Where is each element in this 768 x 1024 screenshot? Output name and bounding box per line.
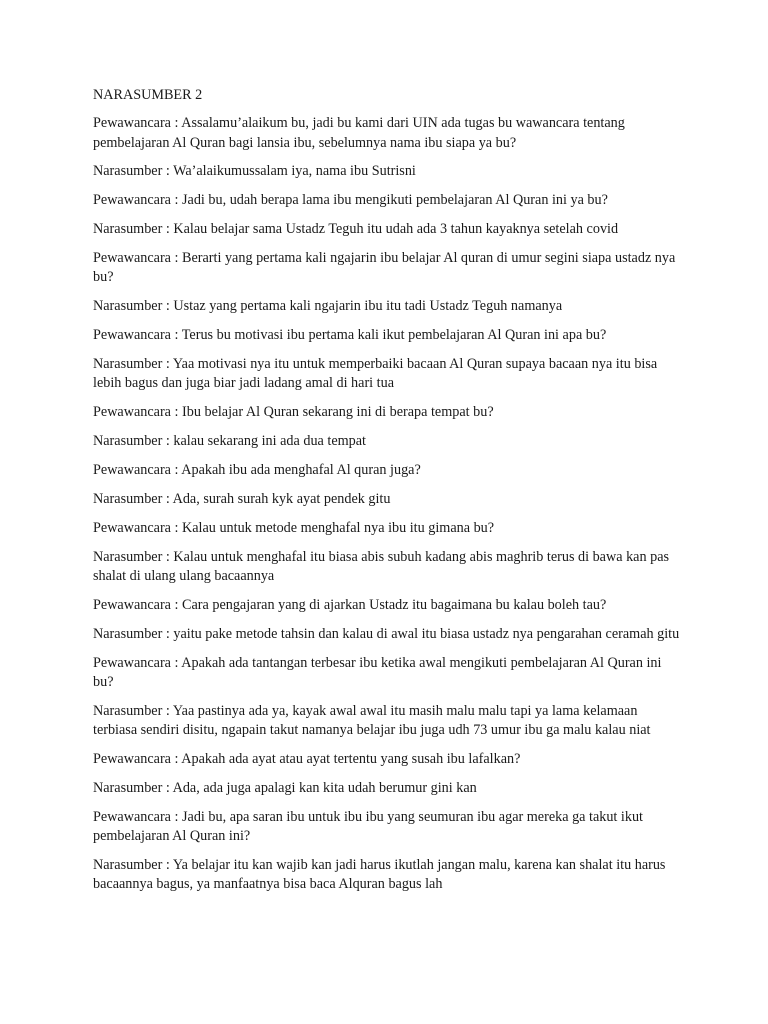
transcript-paragraph: Pewawancara : Ibu belajar Al Quran sekarang ini di berapa tempat bu? — [93, 404, 494, 421]
transcript-paragraph: Narasumber : Ya belajar itu kan wajib kan jadi harus ikutlah jangan malu, karena kan shalat itu harus bacaannya bagus, ya manfaatnya bisa baca Alquran bagus lah — [93, 857, 666, 893]
transcript-paragraph: Pewawancara : Apakah ibu ada menghafal Al quran juga? — [93, 462, 421, 479]
transcript-paragraph: Pewawancara : Berarti yang pertama kali ngajarin ibu belajar Al quran di umur segini siapa ustadz nya bu? — [93, 250, 676, 286]
transcript-paragraph: Narasumber : Kalau untuk menghafal itu biasa abis subuh kadang abis maghrib terus di bawa kan pas shalat di ulang ulang bacaannya — [93, 548, 670, 585]
transcript-paragraph: Narasumber : Kalau belajar sama Ustadz Teguh itu udah ada 3 tahun kayaknya setelah covid — [93, 221, 619, 238]
transcript-paragraph: Pewawancara : Jadi bu, udah berapa lama ibu mengikuti pembelajaran Al Quran ini ya bu? — [93, 192, 608, 209]
transcript-paragraph: Pewawancara : Cara pengajaran yang di ajarkan Ustadz itu bagaimana bu kalau boleh tau? — [93, 596, 607, 613]
transcript-paragraph: Narasumber : yaitu pake metode tahsin dan kalau di awal itu biasa ustadz nya pengarahan ceramah gitu — [93, 625, 680, 642]
transcript-paragraph: Pewawancara : Apakah ada tantangan terbesar ibu ketika awal mengikuti pembelajaran Al Quran ini bu? — [93, 654, 662, 691]
document-title: NARASUMBER 2 — [93, 87, 203, 103]
transcript-paragraph: Narasumber : Wa’alaikumussalam iya, nama ibu Sutrisni — [93, 163, 416, 180]
transcript-paragraph: Pewawancara : Assalamu’alaikum bu, jadi bu kami dari UIN ada tugas bu wawancara tentang pembelajaran Al Quran bagi lansia ibu, sebelumnya nama ibu siapa ya bu? — [93, 115, 625, 151]
transcript-paragraph: Pewawancara : Terus bu motivasi ibu pertama kali ikut pembelajaran Al Quran ini apa bu? — [93, 327, 607, 344]
transcript-paragraph: Pewawancara : Jadi bu, apa saran ibu untuk ibu ibu yang seumuran ibu agar mereka ga takut ikut pembelajaran Al Quran ini? — [93, 808, 643, 845]
transcript-paragraph: Pewawancara : Kalau untuk metode menghafal nya ibu itu gimana bu? — [93, 519, 495, 536]
transcript-paragraph: Narasumber : Ada, surah surah kyk ayat pendek gitu — [93, 490, 391, 507]
transcript-paragraph: Narasumber : Ada, ada juga apalagi kan kita udah berumur gini kan — [93, 780, 477, 796]
transcript-paragraph: Narasumber : Ustaz yang pertama kali ngajarin ibu itu tadi Ustadz Teguh namanya — [93, 298, 563, 315]
transcript-paragraph: Narasumber : Yaa pastinya ada ya, kayak awal awal itu masih malu malu tapi ya lama kelamaan terbiasa sendiri disitu, ngapain takut namanya belajar ibu juga udh 73 umur ibu ga malu kalau niat — [93, 702, 651, 739]
transcript-paragraph: Pewawancara : Apakah ada ayat atau ayat tertentu yang susah ibu lafalkan? — [93, 751, 521, 768]
transcript-paragraph: Narasumber : kalau sekarang ini ada dua tempat — [93, 433, 366, 450]
document-page — [93, 86, 683, 904]
transcript-paragraph: Narasumber : Yaa motivasi nya itu untuk memperbaiki bacaan Al Quran supaya bacaan nya itu bisa lebih bagus dan juga biar jadi ladang amal di hari tua — [93, 356, 658, 392]
